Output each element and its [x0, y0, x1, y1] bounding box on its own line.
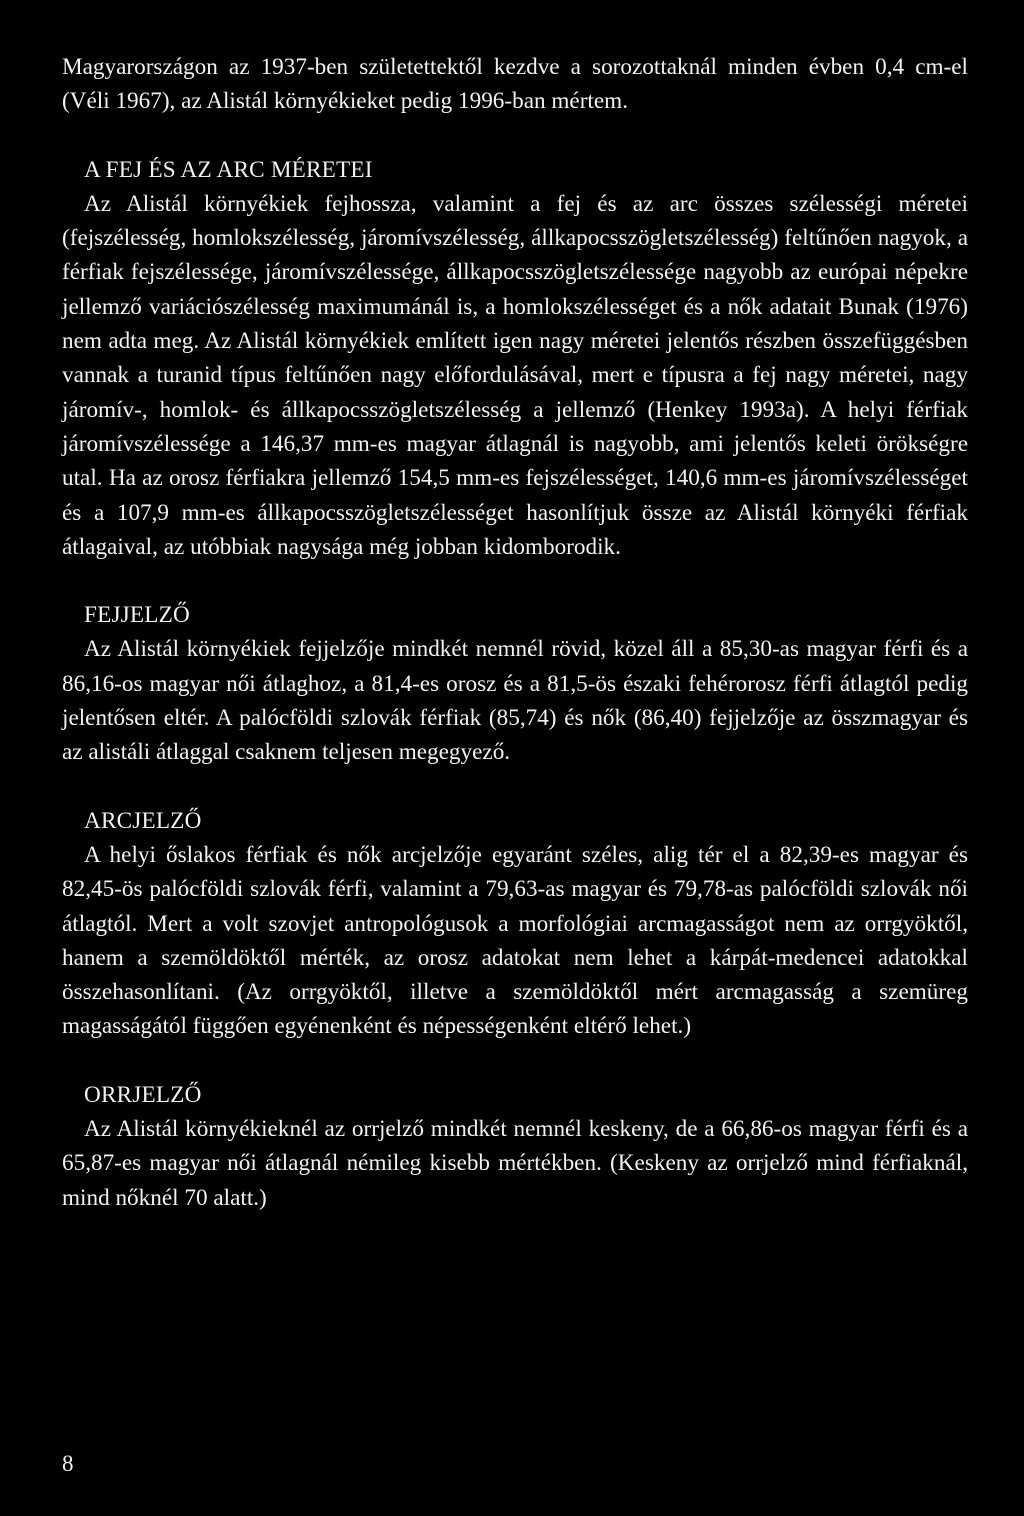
section-heading: A FEJ ÉS AZ ARC MÉRETEI: [84, 156, 373, 183]
page-number: 8: [62, 1451, 74, 1476]
section-body: Az Alistál környékiek fejjelzője mindkét nemnél rövid, közel áll a 85,30-as magyar férfi és a 86,16-os magyar női átlaghoz, a 81,4-es orosz és a 81,5-ös északi fehérorosz férfi átlagtól pedig jelentősen eltér. A palócföldi szlovák férfiak (85,74) és nők (86,40) fejjelzője az összmagyar és az alistáli átlaggal csaknem teljesen megegyező.: [62, 636, 968, 766]
spacer: [62, 564, 968, 598]
section-cephalic-index: [62, 598, 968, 769]
section-body: Az Alistál környékieknél az orrjelző mindkét nemnél keskeny, de a 66,86-os magyar férfi és a 65,87-es magyar női átlagnál némileg kisebb mértékben. (Keskeny az orrjelző mind férfiaknál, mind nőknél 70 alatt.): [62, 1116, 968, 1211]
section-nasal-index: [62, 1078, 968, 1215]
section-heading: ORRJELZŐ: [84, 1081, 202, 1108]
spacer: [62, 119, 968, 153]
section-facial-index: [62, 804, 968, 1044]
section-heading: ARCJELZŐ: [84, 807, 202, 834]
intro-paragraph: Magyarországon az 1937-ben születettektől kezdve a sorozottaknál minden évben 0,4 cm-el (Véli 1967), az Alistál környékieket pedig 1996-ban mértem.: [62, 54, 968, 115]
section-head-and-face-dimensions: [62, 153, 968, 565]
spacer: [62, 1044, 968, 1078]
page-content: [62, 50, 968, 1215]
section-body: A helyi őslakos férfiak és nők arcjelzője egyaránt széles, alig tér el a 82,39-es magyar és 82,45-ös palócföldi szlovák férfi, valamint a 79,63-as magyar és 79,78-as palócföldi szlovák női átlagtól. Mert a volt szovjet antropológusok a morfológiai arcmagasságot nem az orrgyöktől, hanem a szemöldöktől mérték, az orosz adatokat nem lehet a kárpát-medencei adatokkal összehasonlítani. (Az orrgyöktől, illetve a szemöldöktől mért arcmagasság a szemüreg magasságától függően egyénenként és népességenként eltérő lehet.): [62, 841, 968, 1040]
section-heading: FEJJELZŐ: [84, 602, 190, 629]
spacer: [62, 770, 968, 804]
section-body: Az Alistál környékiek fejhossza, valamint a fej és az arc összes szélességi méretei (fejszélesség, homlokszélesség, járomívszélesség, állkapocsszögletszélesség) feltűnően nagyok, a férfiak fejszélessége, járomívszélessége, állkapocsszögletszélessége nagyobb az európai népekre jellemző variációszélesség maximumánál is, a homlokszélességet és a nők adatait Bunak (1976) nem adta meg. Az Alistál környékiek említett igen nagy méretei jelentős részben összefüggésben vannak a turanid típus feltűnően nagy előfordulásával, mert e típusra a fej nagy méretei, nagy járomív-, homlok- és állkapocsszögletszélesség a jellemző (Henkey 1993a). A helyi férfiak járomívszélessége a 146,37 mm-es magyar átlagnál is nagyobb, ami jelentős keleti örökségre utal. Ha az orosz férfiakra jellemző 154,5 mm-es fejszélességet, 140,6 mm-es járomívszélességet és a 107,9 mm-es állkapocsszögletszélességet hasonlítjuk össze az Alistál környéki férfiak átlagaival, az utóbbiak nagysága még jobban kidomborodik.: [62, 190, 968, 560]
